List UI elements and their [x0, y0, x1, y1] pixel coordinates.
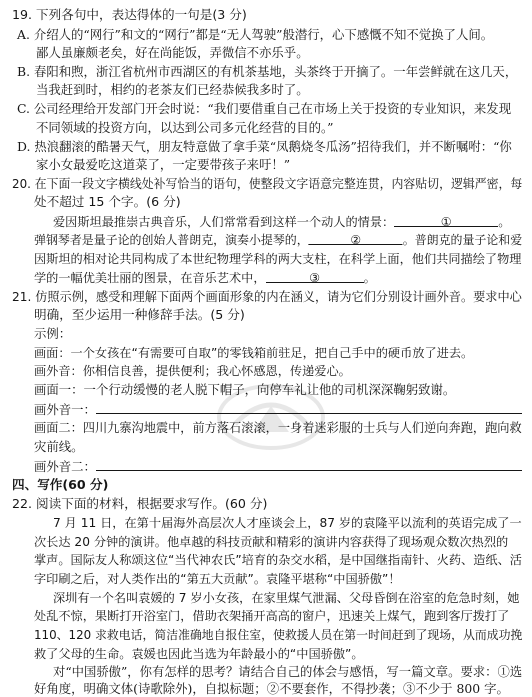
q22-requirement-line1: 对“中国骄傲”，你有怎样的思考？请结合自己的体会与感悟，写一篇文章。要求：①选	[53, 664, 523, 679]
q19-option-a-line1: A. 介绍人的“网行”和文的“网行”都是“无人驾驶”般潜行，心下感慨不知不觉换了人间。	[17, 27, 494, 42]
q22-stem: 22. 阅读下面的材料，根据要求写作。(60 分)	[12, 496, 268, 511]
q19-option-b-line2: 当我赶到时，相约的老茶友们已经恭候我多时了。	[36, 82, 309, 97]
q19-option-c-line1: C. 公司经理给开发部门开会时说：“我们要借重自己在市场上关于投资的专业知识，来发现	[17, 101, 512, 116]
q19-option-d-line2: 家小女最爱吃这道菜了，一定要带孩子来吁！”	[36, 157, 291, 172]
q19-stem: 19. 下列各句中，表达得体的一句是(3 分)	[12, 7, 247, 22]
q22-material-line6: 处乱不惊，果断打开浴室门，借助衣架捅开高高的窗户，迅速关上煤气，跑到客厅拨打了	[34, 609, 510, 623]
q21-stem-line2: 明确，至少运用一种修辞手法。(5 分)	[34, 307, 245, 322]
q22-material-line5: 深圳有一个名叫袁媛的 7 岁小女孩，在家里煤气泄漏、父母昏倒在浴室的危急时刻，她	[53, 591, 520, 605]
q21-example-voiceover: 画外音：你相信良善，提供便利；我心怀感恩，传递爱心。	[34, 364, 351, 378]
q21-voiceover-2-label: 画外音二：	[34, 459, 96, 474]
q19-option-b-line1: B. 春阳和煦，浙江省杭州市西湖区的有机茶基地，头茶终于开摘了。一年尝鲜就在这几天，	[17, 64, 518, 79]
q22-material-line7: 110、120 求救电话，简洁准确地自报住室，使救援人员在第一时间赶到了现场，从而成功挽	[34, 628, 523, 642]
q22-material-line3: 掌声。国际友人称颂这位“当代神农氏”培育的杂交水稻，是中国继指南针、火药、造纸、活	[34, 553, 522, 567]
q20-stem-line1: 20. 在下面一段文字横线处补写恰当的语句，使整段文字语意完整连贯，内容贴切，逻辑严密，每	[12, 176, 523, 191]
q21-voiceover-2-row	[34, 458, 522, 475]
q21-stem-line1: 21. 仿照示例，感受和理解下面两个画面形象的内在涵义，请为它们分别设计画外音。要求中心	[12, 289, 522, 304]
q21-voiceover-1-row	[34, 401, 522, 418]
q22-material-line1: 7 月 11 日，在第十届海外高层次人才座谈会上，87 岁的袁隆平以流利的英语完成了一	[53, 516, 522, 530]
q20-blank-1[interactable]: ①	[394, 214, 498, 227]
section-4-title: 四、写作(60 分)	[12, 477, 109, 492]
q21-example-label: 示例：	[34, 326, 72, 341]
q21-scene-2-line2: 灾前线。	[34, 439, 84, 454]
q22-material-line2: 次长达 20 分钟的演讲。他卓越的科技贡献和精彩的演讲内容获得了现场观众数次热烈的	[34, 535, 509, 549]
q20-passage-line4: 学的一幅优美壮丽的图景，在音乐艺术中， ③ 。	[34, 271, 376, 285]
q20-blank-3[interactable]: ③	[266, 270, 364, 283]
q20-stem-line2: 处不超过 15 个字。(6 分)	[34, 194, 181, 209]
q21-example-scene: 画面：一个女孩在“有需要可自取”的零钱箱前驻足，把自己手中的硬币放了进去。	[34, 346, 474, 360]
q19-option-d-line1: D. 热浪翻滚的酷暑天气，朋友特意做了拿手菜“凤鹅烧冬瓜汤”招待我们，并不断嘱咐：“你	[17, 139, 512, 154]
q19-option-a-line2: 鄙人虽廉颇老矣，好在尚能饭，弄微信不亦乐乎。	[36, 45, 309, 60]
q21-voiceover-1-label: 画外音一：	[34, 402, 96, 417]
q20-passage-line1: 爱因斯坦最推崇古典音乐，人们常常看到这样一个动人的情景： ① 。	[53, 215, 511, 229]
q21-scene-2-line1: 画面二：四川九寨沟地震中，前方落石滚滚，一身着迷彩服的士兵与人们逆向奔跑，跑向救	[34, 420, 522, 435]
q20-passage-line3: 因斯坦的相对论共同构成了本世纪物理学科的两大支柱，在科学上面，他们共同描绘了物理	[34, 252, 522, 266]
q22-material-line8: 救了父母的生命。袁媛也因此当选为年龄最小的“中国骄傲”。	[34, 647, 364, 661]
q20-blank-2[interactable]: ②	[309, 232, 403, 245]
q22-requirement-line2: 好角度，明确文体(诗歌除外)，自拟标题；②不要套作，不得抄袭；③不少于 800 字。	[34, 681, 509, 696]
q21-scene-1: 画面一：一个行动缓慢的老人脱下帽子，向停车礼让他的司机深深鞠躬致谢。	[34, 382, 456, 397]
q19-option-c-line2: 不同领域的投资方向，以达到公司多元化经营的目的。”	[36, 120, 334, 135]
q22-material-line4: 字印刷之后，对人类作出的“第五大贡献”。袁隆平堪称“中国骄傲”！	[34, 572, 401, 586]
q21-voiceover-1-answer-line[interactable]	[96, 401, 522, 414]
q21-voiceover-2-answer-line[interactable]	[96, 458, 522, 471]
q20-passage-line2: 弹钢琴者是量子论的创始人普朗克，演奏小提琴的， ② 。普朗克的量子论和爱	[34, 233, 523, 247]
